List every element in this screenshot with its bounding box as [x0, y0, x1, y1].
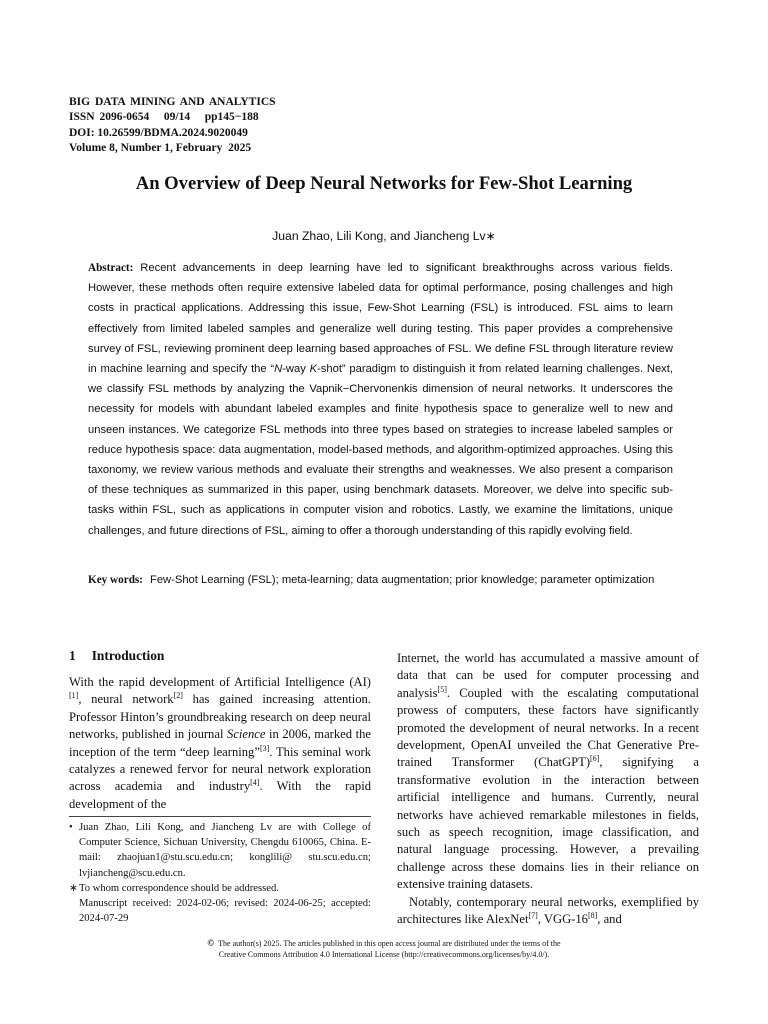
journal-name: BIG DATA MINING AND ANALYTICS	[69, 96, 276, 108]
citation: [5]	[437, 684, 447, 694]
footnote-manuscript-dates: Manuscript received: 2024-02-06; revised: 2024-06-25; accepted: 2024-07-29	[79, 898, 371, 925]
right-column	[397, 650, 699, 929]
paper-title: An Overview of Deep Neural Networks for Few-Shot Learning	[135, 173, 633, 194]
citation: [6]	[590, 754, 600, 764]
abstract	[88, 258, 673, 541]
body-text: . This seminal work catalyzes a renewed fervor for neural network exploration across academia and industry	[69, 744, 371, 794]
affiliation-text: Juan Zhao, Lili Kong, and Jiancheng Lv are with College of Computer Science, Sichuan University, Chengdu 610065, China. E-mail: zhaojuan1@stu.scu.edu.cn; konglili@ stu.scu.edu.cn; lvjiancheng@scu.edu.cn.	[79, 822, 371, 879]
section-number: 1	[69, 648, 76, 663]
journal-science: Science	[227, 727, 266, 742]
section-heading	[69, 648, 180, 664]
body-text: Internet, the world has accumulated a massive amount of data that can be used for computer processing and analysis	[397, 651, 699, 700]
body-text: Notably, contemporary neural networks, exemplified by architectures like AlexNet	[397, 894, 699, 927]
abstract-label: Abstract:	[88, 262, 134, 274]
author-list: Juan Zhao, Lili Kong, and Jiancheng Lv∗	[272, 229, 496, 243]
intro-paragraph-1-cont	[397, 650, 699, 894]
bullet-marker: •	[69, 822, 73, 833]
abstract-k: K	[309, 363, 318, 376]
license-line-1: The author(s) 2025. The articles published in this open access journal are distributed under the terms of the	[218, 939, 561, 948]
citation: [8]	[587, 910, 598, 920]
body-text: With the rapid development of Artificial Intelligence (AI)	[69, 675, 371, 689]
abstract-text-mid: -way	[282, 363, 310, 376]
left-column	[69, 674, 371, 813]
footnotes	[69, 820, 371, 926]
intro-paragraph-2	[397, 894, 699, 929]
citation: [2]	[173, 691, 183, 701]
footnote-correspondence	[69, 881, 371, 896]
abstract-n: N	[274, 363, 283, 376]
section-title: Introduction	[91, 648, 165, 663]
keywords-label: Key words:	[88, 574, 143, 586]
star-marker: ∗	[69, 882, 78, 894]
citation: [3]	[259, 743, 270, 753]
body-text: , neural network	[78, 692, 174, 707]
body-text: . With the rapid development of the	[69, 779, 371, 811]
license-line-2: Creative Commons Attribution 4.0 International License (http://creativecommons.org/licenses/by/4.0/).	[218, 949, 550, 959]
journal-doi: DOI: 10.26599/BDMA.2024.9020049	[69, 126, 248, 139]
correspondence-text: To whom correspondence should be addressed.	[79, 882, 279, 894]
citation: [4]	[250, 778, 260, 788]
journal-volume: Volume 8, Number 1, February 2025	[69, 142, 252, 155]
body-text: . Coupled with the escalating computational prowess of computers, these factors have significantly promoted the development of neural networks. In a recent development, OpenAI unveiled the Chat Generative Pre-trained Transformer (ChatGPT)	[397, 685, 699, 770]
journal-issn: ISSN 2096-0654 09/14 pp145−188	[69, 111, 259, 124]
keywords-text: Few-Shot Learning (FSL); meta-learning; data augmentation; prior knowledge; parameter optimization	[150, 574, 655, 586]
footnote-affiliation	[69, 820, 371, 881]
body-text: , signifying a transformative evolution in the interaction between artificial intelligence and humans. Currently, neural networks have achieved remarkable milestones in fields, such as speech recognition, image classification, and natural language processing. However, a prevailing challenge across these domains lies in their reliance on extensive training datasets.	[397, 755, 699, 892]
footnote-divider	[69, 816, 371, 817]
copyright-icon: ©	[207, 938, 215, 948]
license-footer	[0, 938, 768, 960]
intro-paragraph-1	[69, 674, 371, 813]
citation: [1]	[69, 691, 79, 701]
body-text: , VGG-16	[537, 912, 588, 927]
body-text: has gained increasing attention. Professor Hinton’s groundbreaking research on deep neural networks, published in journal	[69, 692, 371, 742]
abstract-text-1: Recent advancements in deep learning have led to significant breakthroughs across various fields. However, these methods often require extensive labeled data for optimal performance, posing challenges and high costs in practical applications. Addressing this issue, Few-Shot Learning (FSL) is introduced. FSL aims to learn effectively from limited labeled samples and generalize well during testing. This paper provides a comprehensive survey of FSL, reviewing prominent deep learning based approaches of FSL. We define FSL through literature review in machine learning and specify the “	[88, 262, 674, 376]
body-text: in 2006, marked the inception of the term “deep learning”	[69, 727, 371, 759]
citation: [7]	[528, 910, 538, 920]
body-text: , and	[597, 912, 622, 927]
keywords	[88, 570, 673, 590]
abstract-text-2: -shot” paradigm to distinguish it from related learning challenges. Next, we classify FSL methods by analyzing the Vapnik−Chervonenkis dimension of neural networks. It underscores the necessity for models with abundant labeled examples and finite hypothesis space to generalize well to new and unseen instances. We categorize FSL methods into three types based on strategies to increase labeled samples or reduce hypothesis space: data augmentation, model-based methods, and algorithm-optimized approaches. Using this taxonomy, we review various methods and evaluate their strengths and weaknesses. We also present a comparison of these techniques as summarized in this paper, using benchmark datasets. Moreover, we delve into specific sub-tasks within FSL, such as applications in computer vision and robotics. Lastly, we examine the limitations, unique challenges, and future directions of FSL, aiming to offer a thorough understanding of this rapidly evolving field.	[88, 363, 673, 537]
journal-header	[69, 95, 469, 157]
